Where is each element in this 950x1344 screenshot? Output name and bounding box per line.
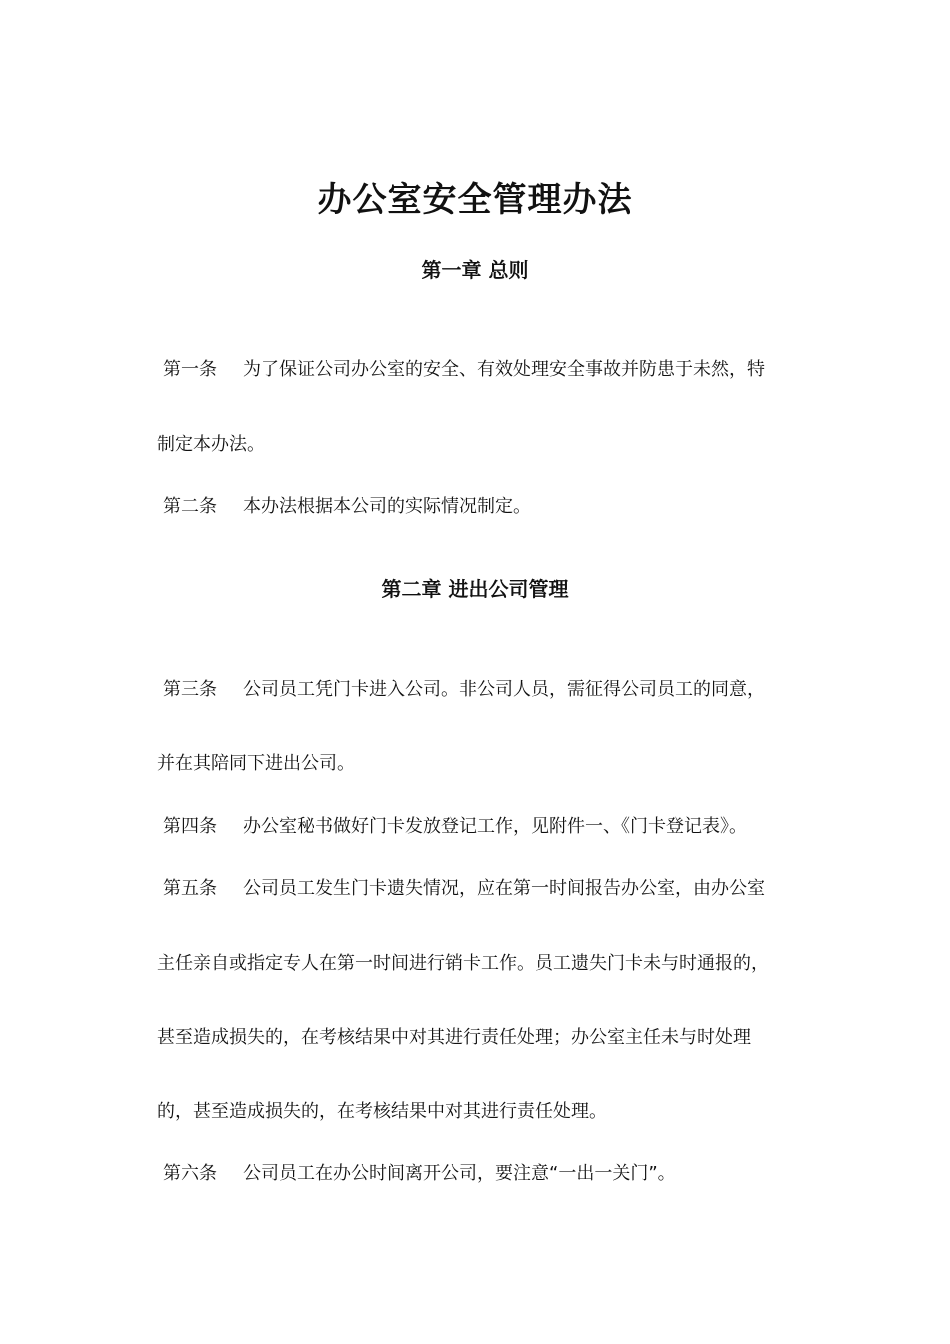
article-number: 第六条 — [163, 1163, 217, 1184]
article-line — [157, 1161, 676, 1187]
article-continuation-line: 并在其陪同下进出公司。 — [157, 753, 355, 774]
article-text: 公司员工在办公时间离开公司，要注意“一出一关门”。 — [243, 1163, 676, 1184]
article-number: 第一条 — [163, 359, 217, 380]
article-line — [157, 876, 765, 902]
article-continuation-line: 的，甚至造成损失的，在考核结果中对其进行责任处理。 — [157, 1101, 607, 1122]
article-text: 本办法根据本公司的实际情况制定。 — [243, 496, 531, 517]
article-line — [157, 494, 531, 520]
article-text: 公司员工发生门卡遗失情况，应在第一时间报告办公室，由办公室 — [243, 878, 765, 899]
chapter-heading: 第一章 总则 — [421, 258, 529, 282]
article-text: 为了保证公司办公室的安全、有效处理安全事故并防患于未然，特 — [243, 359, 765, 380]
article-number: 第三条 — [163, 679, 217, 700]
article-continuation-line: 主任亲自或指定专人在第一时间进行销卡工作。员工遗失门卡未与时通报的， — [157, 953, 769, 974]
chapter-heading: 第二章 进出公司管理 — [381, 577, 569, 601]
article-text: 公司员工凭门卡进入公司。非公司人员，需征得公司员工的同意， — [243, 679, 765, 700]
article-line — [157, 814, 747, 840]
article-continuation-line: 甚至造成损失的，在考核结果中对其进行责任处理；办公室主任未与时处理 — [157, 1027, 751, 1048]
article-text: 办公室秘书做好门卡发放登记工作，见附件一、《门卡登记表》。 — [243, 816, 747, 837]
article-number: 第四条 — [163, 816, 217, 837]
article-line — [157, 357, 765, 383]
article-number: 第二条 — [163, 496, 217, 517]
article-continuation-line: 制定本办法。 — [157, 434, 265, 455]
document-title: 办公室安全管理办法 — [317, 180, 633, 220]
article-number: 第五条 — [163, 878, 217, 899]
article-line — [157, 677, 765, 703]
